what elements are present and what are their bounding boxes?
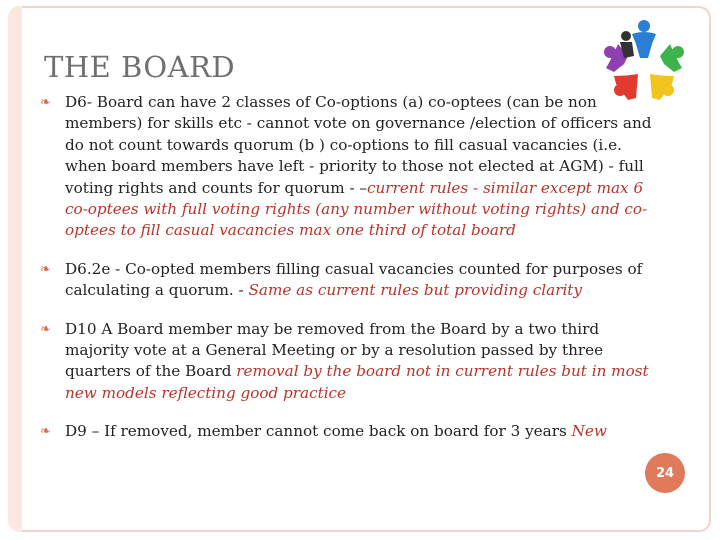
bullet-list	[40, 92, 656, 460]
fleuron-bullet-icon: ❧	[40, 424, 51, 440]
fleuron-bullet-icon: ❧	[40, 95, 51, 110]
fleuron-bullet-icon: ❧	[40, 321, 51, 337]
item-text: D6- Board can have 2 classes of Co-options (a) co-optees (can be non members) for skills etc - cannot vote on governance /election of officers and do not count towards quorum (b ) co-options to fill casual vacancies (i.e. when board members have left - priority to those not elected at AGM) - full voting rights and counts for quorum - –	[65, 93, 652, 197]
bullet-item-d6	[40, 92, 656, 242]
item-comment: New	[571, 422, 607, 441]
fleuron-bullet-icon: ❧	[40, 261, 51, 277]
item-comment: current rules - similar except max 6 co-optees with full voting rights (any number without voting rights) and co-optees to fill casual vacancies max one third of total board	[65, 178, 648, 240]
bullet-item-d10	[40, 319, 656, 405]
slide-title: THE BOARD	[44, 50, 236, 84]
page-number-badge: 24	[645, 453, 685, 493]
left-decorative-band	[8, 6, 22, 532]
item-comment: removal by the board not in current rules but in most new models reflecting good practice	[65, 362, 649, 402]
bullet-item-d6-2e	[40, 259, 656, 302]
item-text: D6.2e - Co-opted members filling casual vacancies counted for purposes of calculating a quorum. -	[65, 259, 643, 300]
item-text: D9 – If removed, member cannot come back on board for 3 years	[65, 422, 572, 441]
item-comment: Same as current rules but providing clarity	[248, 281, 582, 300]
bullet-item-d9	[40, 421, 656, 442]
item-text: D10 A Board member may be removed from the Board by a two third majority vote at a General Meeting or by a resolution passed by three quarters of the Board	[65, 319, 604, 381]
